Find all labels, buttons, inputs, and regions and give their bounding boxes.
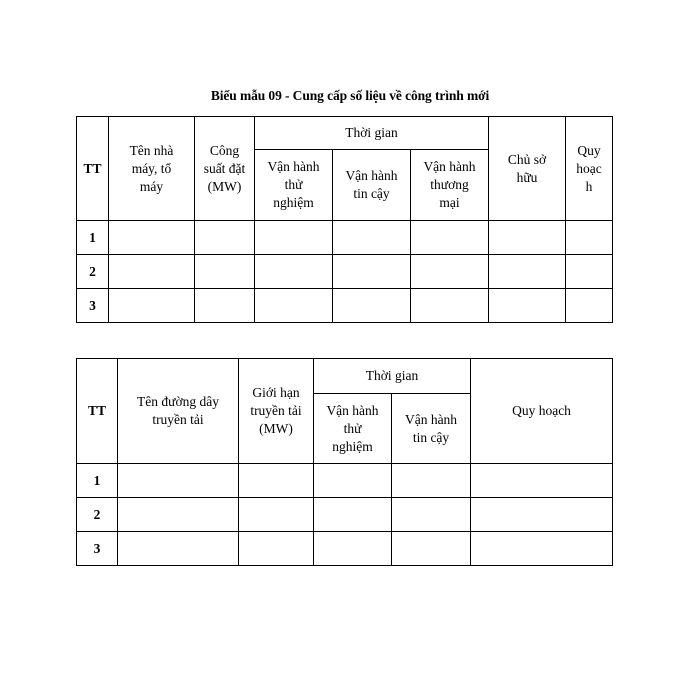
header-time: Thời gian	[314, 359, 471, 394]
row-number: 1	[77, 221, 109, 255]
cell[interactable]	[471, 498, 613, 532]
header-commercial-operation: Vận hành thương mại	[411, 150, 489, 221]
header-tt: TT	[77, 117, 109, 221]
cell[interactable]	[195, 289, 255, 323]
cell[interactable]	[471, 464, 613, 498]
row-number: 1	[77, 464, 118, 498]
cell[interactable]	[566, 289, 613, 323]
cell[interactable]	[392, 532, 471, 566]
cell[interactable]	[566, 221, 613, 255]
table-row	[77, 464, 613, 498]
header-owner: Chủ sở hữu	[489, 117, 566, 221]
cell[interactable]	[392, 464, 471, 498]
cell[interactable]	[118, 532, 239, 566]
table-row	[77, 221, 613, 255]
new-plant-table	[76, 116, 613, 323]
cell[interactable]	[489, 289, 566, 323]
header-reliable-operation: Vận hành tin cậy	[392, 394, 471, 464]
row-number: 3	[77, 532, 118, 566]
cell[interactable]	[392, 498, 471, 532]
cell[interactable]	[471, 532, 613, 566]
cell[interactable]	[109, 255, 195, 289]
cell[interactable]	[411, 289, 489, 323]
cell[interactable]	[333, 255, 411, 289]
cell[interactable]	[489, 221, 566, 255]
header-reliable-operation: Vận hành tin cậy	[333, 150, 411, 221]
form-title: Biểu mẫu 09 - Cung cấp số liệu về công trình mới	[210, 88, 490, 103]
cell[interactable]	[255, 255, 333, 289]
cell[interactable]	[255, 221, 333, 255]
cell[interactable]	[239, 498, 314, 532]
header-transmission-limit: Giới hạn truyền tải (MW)	[239, 359, 314, 464]
transmission-line-table	[76, 358, 613, 566]
table-row	[77, 498, 613, 532]
header-planning: Quy hoạch	[471, 359, 613, 464]
cell[interactable]	[109, 221, 195, 255]
cell[interactable]	[255, 289, 333, 323]
cell[interactable]	[411, 221, 489, 255]
cell[interactable]	[118, 464, 239, 498]
header-line-name: Tên đường dây truyền tải	[118, 359, 239, 464]
cell[interactable]	[314, 532, 392, 566]
table-row	[77, 289, 613, 323]
cell[interactable]	[333, 221, 411, 255]
cell[interactable]	[411, 255, 489, 289]
cell[interactable]	[239, 532, 314, 566]
cell[interactable]	[314, 498, 392, 532]
header-capacity: Công suất đặt (MW)	[195, 117, 255, 221]
table-row	[77, 255, 613, 289]
cell[interactable]	[489, 255, 566, 289]
cell[interactable]	[566, 255, 613, 289]
cell[interactable]	[314, 464, 392, 498]
header-trial-operation: Vận hành thử nghiệm	[255, 150, 333, 221]
header-planning: Quy hoạc h	[566, 117, 613, 221]
header-time: Thời gian	[255, 117, 489, 150]
header-tt: TT	[77, 359, 118, 464]
row-number: 2	[77, 255, 109, 289]
cell[interactable]	[195, 221, 255, 255]
cell[interactable]	[239, 464, 314, 498]
row-number: 2	[77, 498, 118, 532]
cell[interactable]	[118, 498, 239, 532]
header-trial-operation: Vận hành thử nghiệm	[314, 394, 392, 464]
header-plant-name: Tên nhà máy, tổ máy	[109, 117, 195, 221]
cell[interactable]	[195, 255, 255, 289]
cell[interactable]	[109, 289, 195, 323]
table-row	[77, 532, 613, 566]
cell[interactable]	[333, 289, 411, 323]
row-number: 3	[77, 289, 109, 323]
